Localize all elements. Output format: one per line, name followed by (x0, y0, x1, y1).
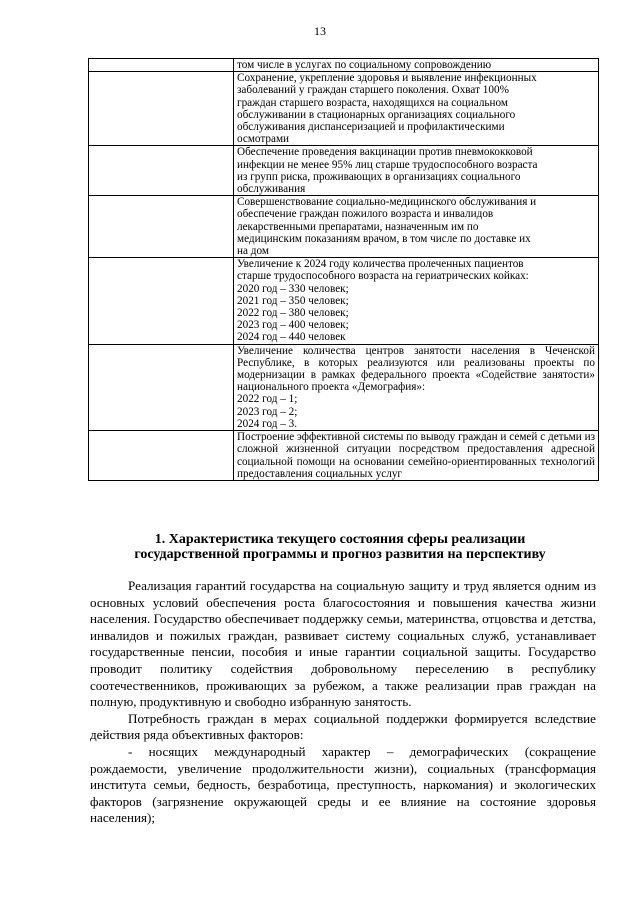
cell-text: Увеличение к 2024 году количества пролеченных пациентов старше трудоспособного возраста на гериатрических койках: 2020 год – 330 человек; 2021 год – 350 человек; 2022 год – 380 человек; 2023 год – 400 человек; 2024 год – 440 человек (237, 258, 529, 344)
body-text (90, 578, 596, 827)
table-cell (234, 146, 599, 196)
table-cell-empty (89, 258, 234, 344)
table-row (89, 59, 599, 72)
cell-text: Сохранение, укрепление здоровья и выявление инфекционных заболеваний у граждан старшего поколения. Охват 100% граждан старшего возраста, находящихся на социальном обслуживании в стационарных организациях социального обслуживания диспансеризацией и профилактическими осмотрами (237, 72, 537, 146)
table-cell-empty (89, 344, 234, 430)
page-number: 13 (314, 24, 326, 38)
section-heading (80, 532, 600, 562)
table-cell-empty (89, 196, 234, 258)
table-cell (234, 431, 599, 481)
paragraph: Реализация гарантий государства на социальную защиту и труд является одним из основных условий обеспечения роста благосостояния и повышения качества жизни населения. Государство обеспечивает поддержку семьи, материнства, отцовства и детства, инвалидов и пожилых граждан, развивает систему социальных служб, устанавливает государственные пенсии, пособия и иные гарантии социальной защиты. Государство проводит политику содействия добровольному переселению в республику соотечественников, проживающих за рубежом, а также реализации прав граждан на полную, продуктивную и свободно избранную занятость. (90, 578, 596, 710)
cell-text-years: 2022 год – 1; 2023 год – 2; 2024 год – 3. (237, 393, 298, 430)
table-cell-empty (89, 59, 234, 72)
section-heading-line-2: государственной программы и прогноз развития на перспективу (134, 547, 546, 562)
table-row (89, 196, 599, 258)
table-cell-empty (89, 146, 234, 196)
cell-text: Увеличение количества центров занятости населения в Чеченской Республике, в которых реализуются или реализованы проекты по модернизации в рамках федерального проекта «Содействие занятости» национального проекта «Демография»: (237, 344, 595, 394)
cell-text: Построение эффективной системы по выводу граждан и семей с детьми из сложной жизненной ситуации посредством предоставления адресной социальной помощи на основании семейно-ориентированных технологий предоставления социальных услуг (237, 431, 595, 480)
table-cell (234, 59, 599, 72)
table-row (89, 258, 599, 344)
cell-text: том числе в услугах по социальному сопровождению (237, 59, 492, 71)
targets-table (88, 58, 599, 481)
table-row (89, 72, 599, 146)
table-cell (234, 72, 599, 146)
table-cell (234, 344, 599, 430)
paragraph: - носящих международный характер – демографических (сокращение рождаемости, увеличение продолжительности жизни), социальных (трансформация института семьи, бедность, безработица, преступность, наркомания) и экологических факторов (загрязнение окружающей среды и ее влияние на состояние здоровья населения); (90, 743, 596, 826)
table-row (89, 344, 599, 430)
table-row (89, 431, 599, 481)
table-cell-empty (89, 431, 234, 481)
paragraph: Потребность граждан в мерах социальной поддержки формируется вследствие действия ряда объективных факторов: (90, 710, 596, 743)
table-cell (234, 196, 599, 258)
table-cell (234, 258, 599, 344)
table-cell-empty (89, 72, 234, 146)
table-row (89, 146, 599, 196)
cell-text: Обеспечение проведения вакцинации против пневмококковой инфекции не менее 95% лиц старше трудоспособного возраста из групп риска, проживающих в организациях социального обслуживания (237, 146, 538, 196)
section-heading-line-1: 1. Характеристика текущего состояния сферы реализации (154, 532, 526, 547)
cell-text: Совершенствование социально-медицинского обслуживания и обеспечение граждан пожилого возраста и инвалидов лекарственными препаратами, назначенным им по медицинским показаниям врачом, в том числе по доставке их на дом (237, 196, 537, 258)
